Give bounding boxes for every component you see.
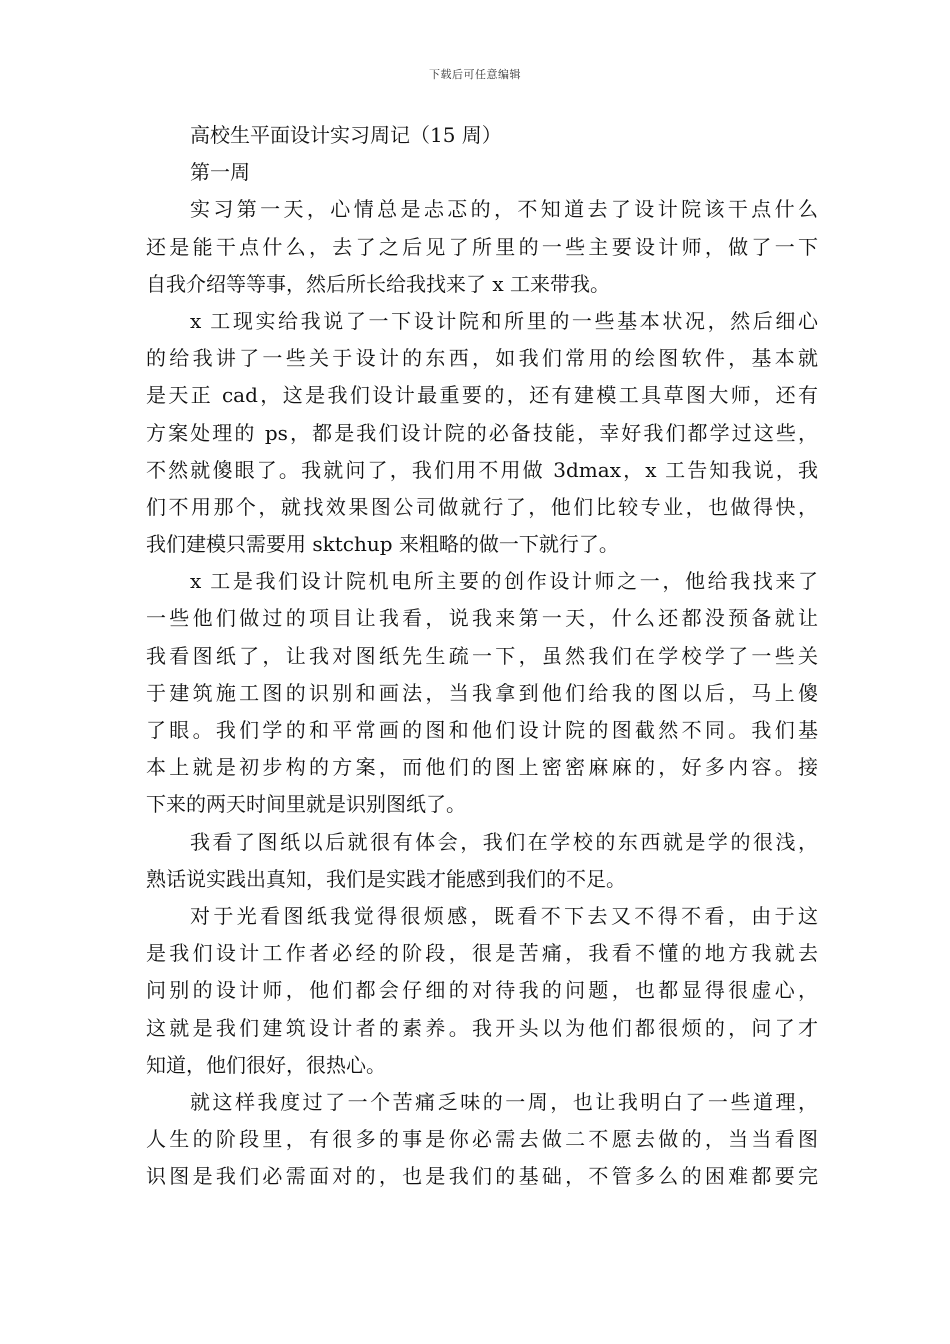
paragraph-line: 识图是我们必需面对的，也是我们的基础，不管多么的困难都要完 [146,1164,818,1189]
paragraph-line: 知道，他们很好，很热心。 [146,1052,386,1077]
paragraph-line: 了眼。我们学的和平常画的图和他们设计院的图截然不同。我们基 [146,718,818,742]
paragraph-3 [146,563,818,823]
paragraph-line: 人生的阶段里，有很多的事是你必需去做二不愿去做的，当当看图 [146,1127,818,1152]
page-header: 下载后可任意编辑 [429,68,521,81]
paragraph-line: 这就是我们建筑设计者的素养。我开头以为他们都很烦的，问了才 [146,1015,818,1040]
paragraph-1 [146,191,818,303]
paragraph-line: 问别的设计师，他们都会仔细的对待我的问题，也都显得很虚心， [146,978,818,1003]
paragraph-line: 本上就是初步构的方案，而他们的图上密密麻麻的，好多内容。接 [146,755,818,780]
paragraph-line: x 工现实给我说了一下设计院和所里的一些基本状况，然后细心 [190,308,818,333]
paragraph-line: 方案处理的 ps，都是我们设计院的必备技能，幸好我们都学过这些， [146,420,818,445]
paragraph-line: x 工是我们设计院机电所主要的创作设计师之一，他给我找来了 [190,569,818,594]
paragraph-line: 对于光看图纸我觉得很烦感，既看不下去又不得不看，由于这 [190,903,818,928]
paragraph-line: 的给我讲了一些关于设计的东西，如我们常用的绘图软件，基本就 [146,346,818,371]
paragraph-5 [146,898,818,1084]
paragraph-line: 一些他们做过的项目让我看，说我来第一天，什么还都没预备就让 [146,606,818,631]
document-body [146,117,818,1195]
paragraph-line: 是我们设计工作者必经的阶段，很是苦痛，我看不懂的地方我就去 [146,941,818,966]
paragraph-line: 下来的两天时间里就是识别图纸了。 [146,792,466,817]
paragraph-6 [146,1084,818,1196]
document-title: 高校生平面设计实习周记（15 周） [190,123,502,147]
paragraph-2 [146,303,818,563]
paragraph-line: 我们建模只需要用 sktchup 来粗略的做一下就行了。 [146,532,619,557]
week-heading: 第一周 [190,160,250,185]
paragraph-line: 熟话说实践出真知，我们是实践才能感到我们的不足。 [146,866,626,891]
paragraph-line: 自我介绍等等事，然后所长给我找来了 x 工来带我。 [146,271,610,296]
paragraph-line: 不然就傻眼了。我就问了，我们用不用做 3dmax，x 工告知我说，我 [146,457,818,482]
paragraph-line: 我看了图纸以后就很有体会，我们在学校的东西就是学的很浅， [190,829,818,854]
paragraph-line: 于建筑施工图的识别和画法，当我拿到他们给我的图以后，马上傻 [146,680,818,705]
paragraph-4 [146,824,818,898]
paragraph-line: 是天正 cad，这是我们设计最重要的，还有建模工具草图大师，还有 [146,383,818,408]
paragraph-line: 就这样我度过了一个苦痛乏味的一周，也让我明白了一些道理， [190,1089,818,1114]
paragraph-line: 实习第一天，心情总是忐忑的，不知道去了设计院该干点什么 [190,197,818,222]
paragraph-line: 还是能干点什么，去了之后见了所里的一些主要设计师，做了一下 [146,234,818,259]
paragraph-line: 我看图纸了，让我对图纸先生疏一下，虽然我们在学校学了一些关 [146,643,818,668]
paragraph-line: 们不用那个，就找效果图公司做就行了，他们比较专业，也做得快， [146,494,818,519]
